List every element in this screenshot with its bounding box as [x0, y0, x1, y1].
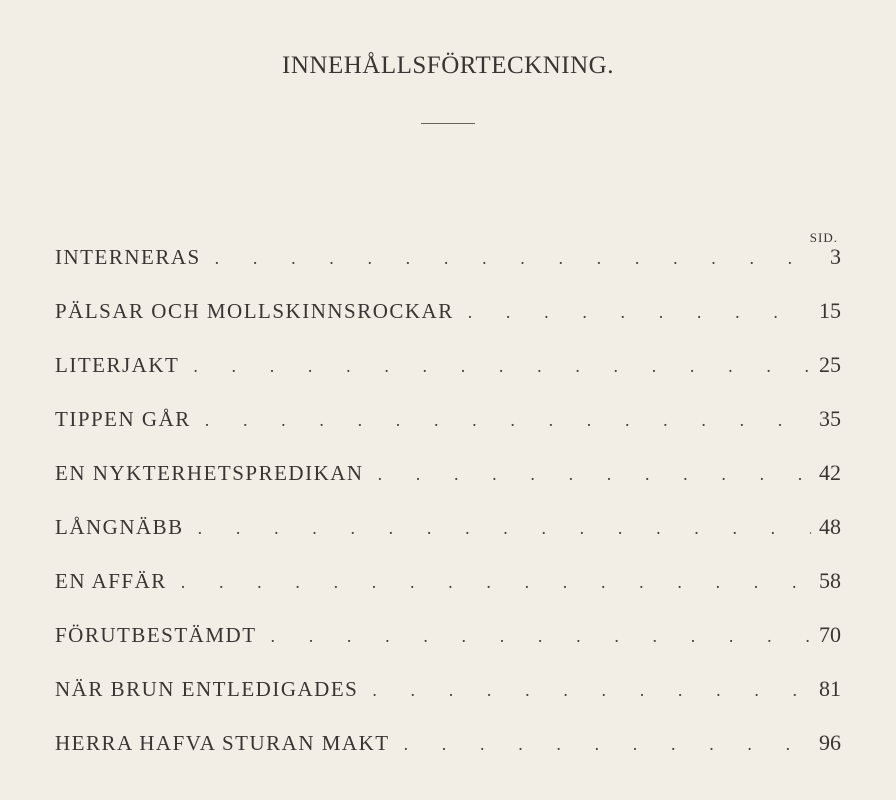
- toc-entry-page: 48: [819, 514, 841, 539]
- toc-entry: [55, 568, 841, 622]
- toc-entry-page: 70: [819, 622, 841, 647]
- dot-leader: [205, 410, 811, 431]
- page-title: INNEHÅLLSFÖRTECKNING.: [282, 52, 614, 79]
- toc-entry: [55, 622, 841, 676]
- page-column-header: SID.: [809, 230, 838, 245]
- dot-leader: [198, 518, 811, 539]
- toc-entry: [55, 244, 841, 298]
- toc-entry-title: NÄR BRUN ENTLEDIGADES: [55, 677, 359, 701]
- toc-entry-page: 96: [819, 730, 841, 755]
- toc-entry: [55, 730, 841, 784]
- toc-entry-title: PÄLSAR OCH MOLLSKINNSROCKAR: [55, 299, 454, 323]
- toc-entry: [55, 514, 841, 568]
- dot-leader: [215, 248, 811, 269]
- dot-leader: [372, 680, 811, 701]
- toc-entry-page: 35: [819, 406, 841, 431]
- toc-entry-page: 81: [819, 676, 841, 701]
- dot-leader: [378, 464, 811, 485]
- toc-entry: [55, 406, 841, 460]
- dot-leader: [271, 626, 811, 647]
- dot-leader: [404, 734, 811, 755]
- toc-entry: [55, 676, 841, 730]
- toc-entry: [55, 352, 841, 406]
- title-divider: [421, 123, 475, 124]
- toc-entry-title: EN AFFÄR: [55, 569, 167, 593]
- toc-entry-title: HERRA HAFVA STURAN MAKT: [55, 731, 390, 755]
- toc-entry-page: 3: [830, 244, 841, 269]
- toc-entry-page: 15: [819, 298, 841, 323]
- toc-entry-title: LÅNGNÄBB: [55, 515, 184, 539]
- dot-leader: [181, 572, 811, 593]
- toc-entry-title: TIPPEN GÅR: [55, 407, 191, 431]
- toc-entry: [55, 460, 841, 514]
- toc-entry-page: 25: [819, 352, 841, 377]
- toc-entry: [55, 298, 841, 352]
- dot-leader: [468, 302, 811, 323]
- toc-entry-title: FÖRUTBESTÄMDT: [55, 623, 257, 647]
- dot-leader: [193, 356, 811, 377]
- toc-entry-title: INTERNERAS: [55, 245, 201, 269]
- toc-entry-page: 42: [819, 460, 841, 485]
- table-of-contents: [55, 244, 841, 784]
- toc-entry-title: EN NYKTERHETSPREDIKAN: [55, 461, 364, 485]
- toc-entry-title: LITERJAKT: [55, 353, 180, 377]
- toc-entry-page: 58: [819, 568, 841, 593]
